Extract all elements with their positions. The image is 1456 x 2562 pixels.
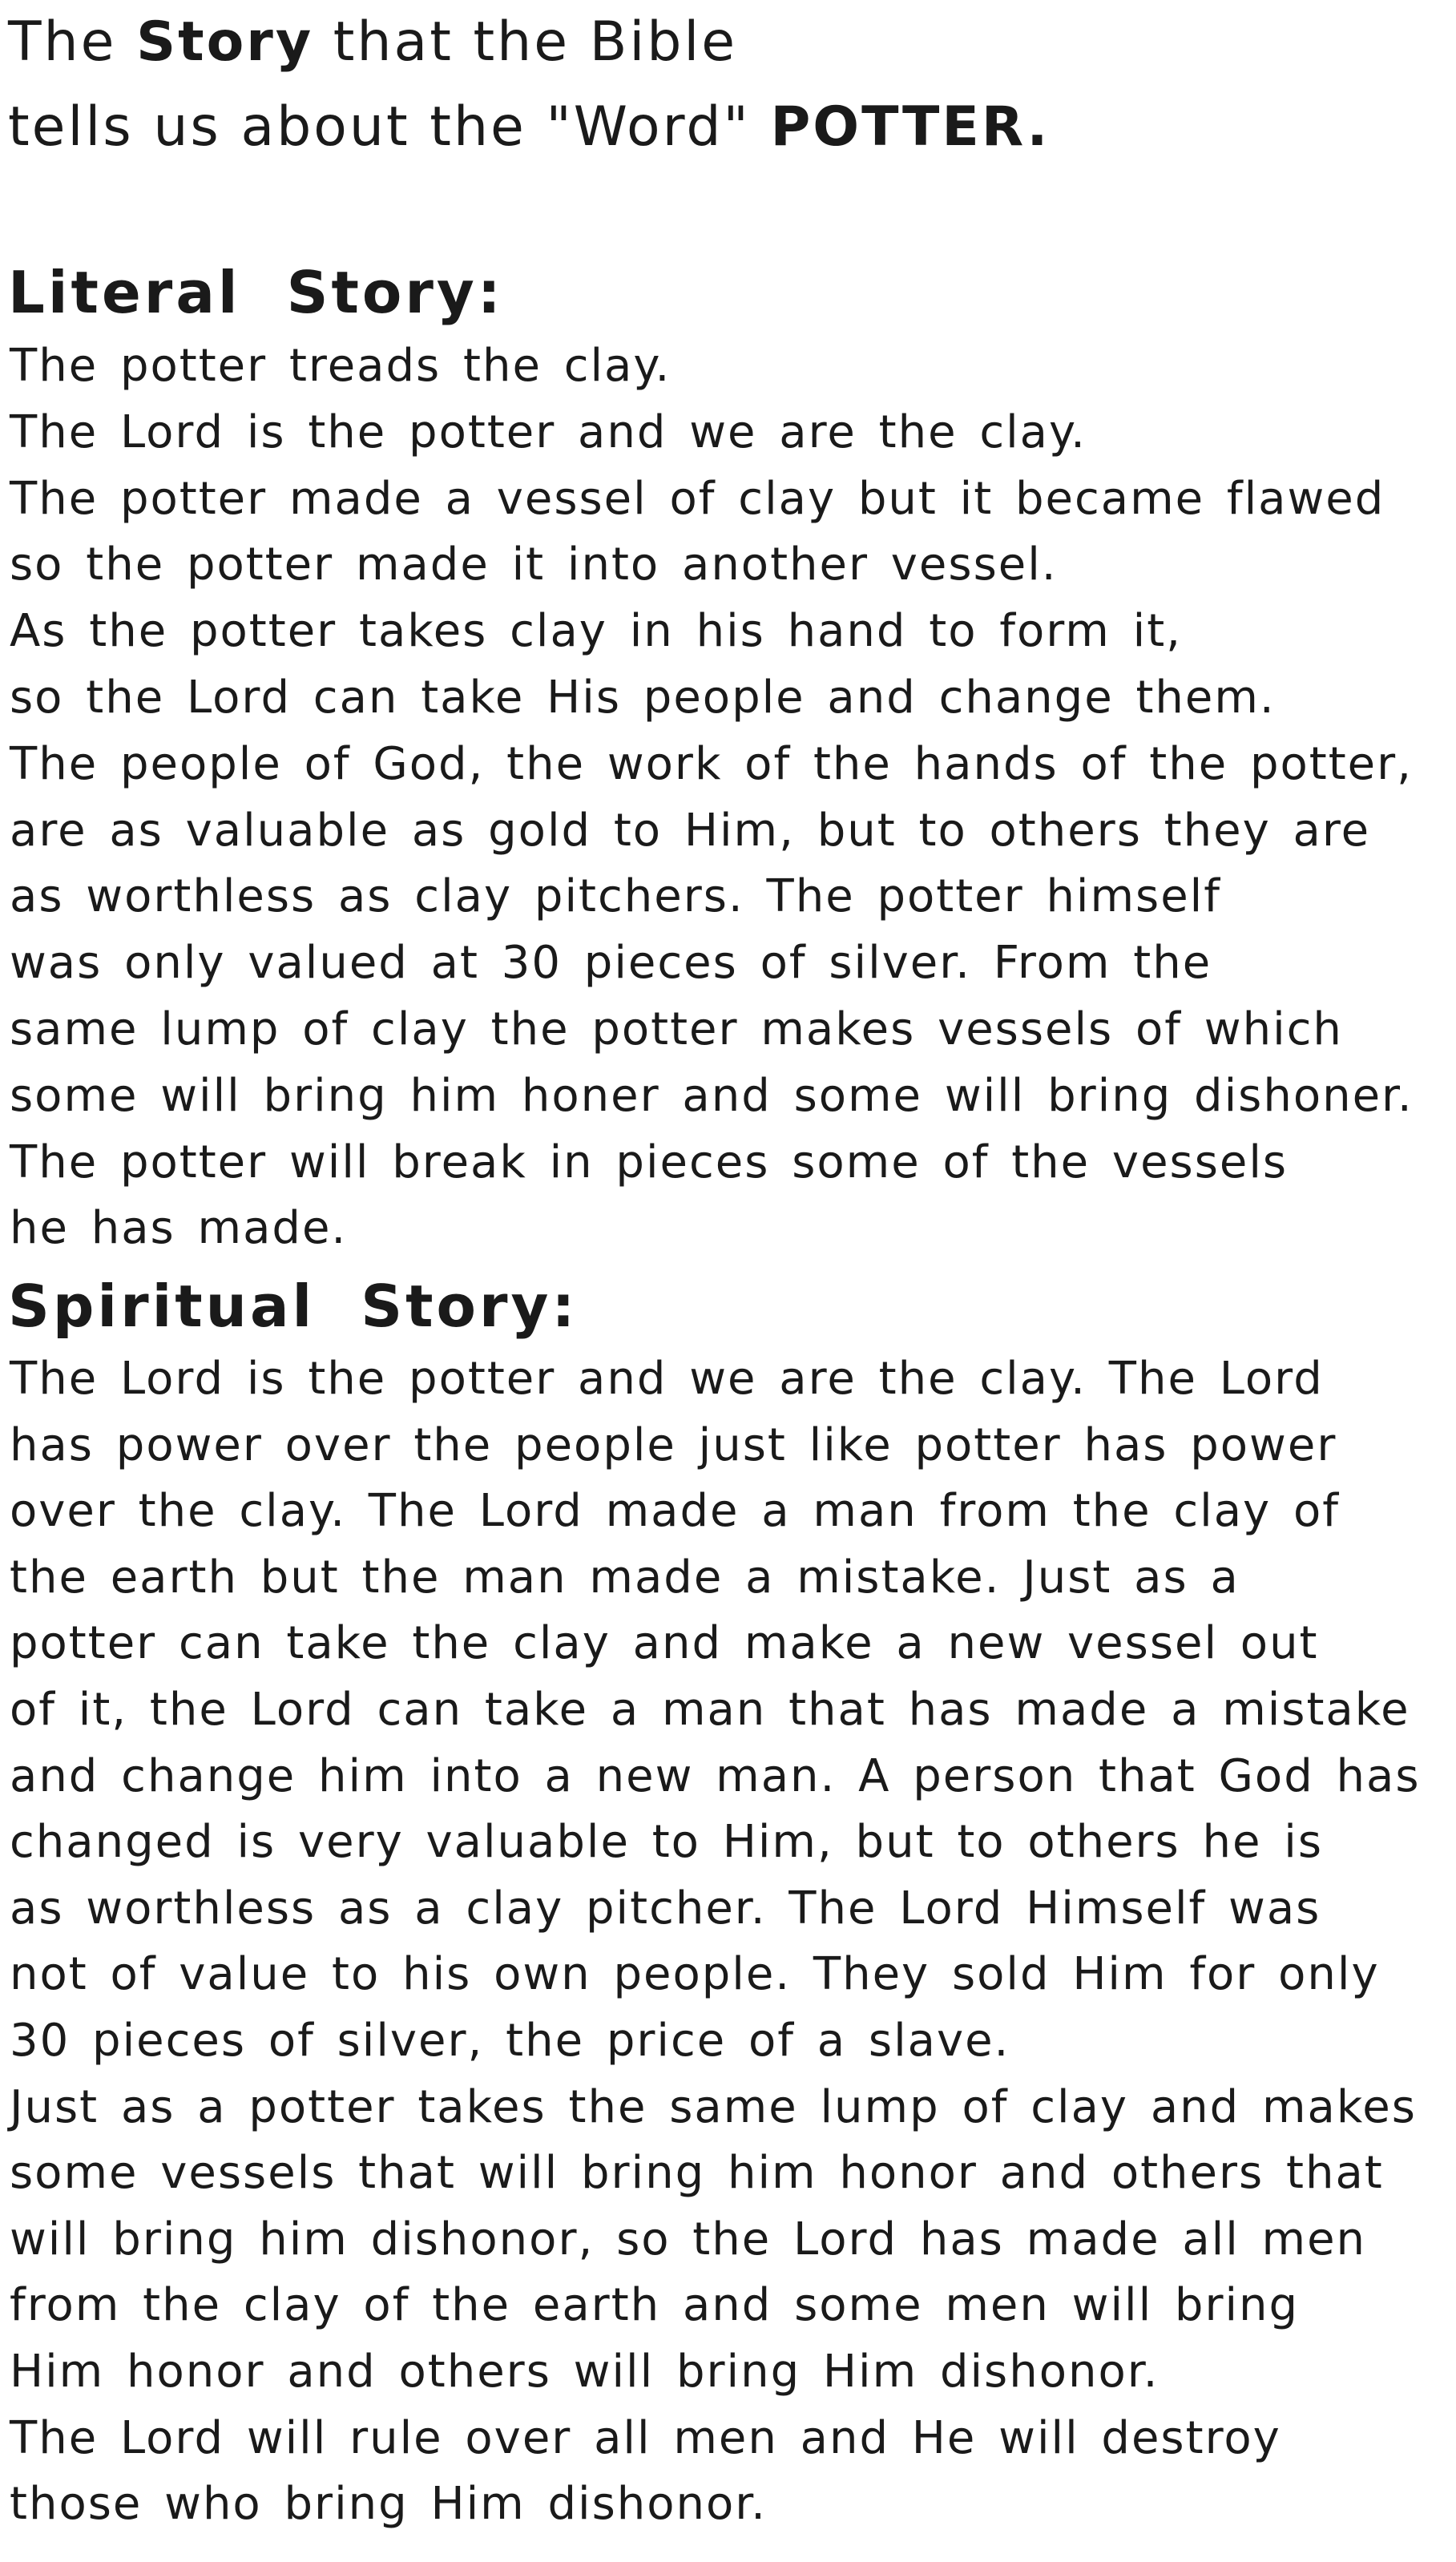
spiritual-story-line: those who bring Him dishonor. xyxy=(10,2478,767,2531)
title-emphasis-potter: POTTER. xyxy=(770,95,1051,159)
literal-story-line: so the potter made it into another vessel. xyxy=(10,539,1058,591)
literal-story-line: he has made. xyxy=(10,1202,348,1255)
literal-story-text xyxy=(10,333,1444,1262)
literal-story-line: was only valued at 30 pieces of silver. From the xyxy=(10,937,1212,990)
spiritual-story-line: changed is very valuable to Him, but to others he is xyxy=(10,1816,1324,1869)
page-title xyxy=(8,0,1442,170)
literal-story-line: are as valuable as gold to Him, but to others they are xyxy=(10,804,1371,857)
spiritual-story-line: 30 pieces of silver, the price of a slave. xyxy=(10,2014,1010,2067)
spiritual-story-line: the earth but the man made a mistake. Just as a xyxy=(10,1551,1240,1604)
spiritual-story-line: not of value to his own people. They sold Him for only xyxy=(10,1948,1380,2001)
literal-story-line: The people of God, the work of the hands of the potter, xyxy=(10,737,1413,790)
spiritual-story-line: some vessels that will bring him honor and others that xyxy=(10,2147,1384,2200)
spiritual-story-line: and change him into a new man. A person that God has xyxy=(10,1749,1421,1802)
spiritual-story-line: over the clay. The Lord made a man from the clay of xyxy=(10,1485,1340,1538)
title-line-2: tells us about the "Word" POTTER. xyxy=(8,95,1051,159)
spiritual-story-line: has power over the people just like potter has power xyxy=(10,1418,1337,1471)
spiritual-story-line: from the clay of the earth and some men will bring xyxy=(10,2279,1300,2332)
spiritual-story-line: The Lord is the potter and we are the clay. The Lord xyxy=(10,1353,1324,1405)
title-emphasis-story: Story xyxy=(136,10,314,74)
literal-story-line: so the Lord can take His people and change them. xyxy=(10,671,1276,724)
spiritual-story-line: Him honor and others will bring Him dishonor. xyxy=(10,2345,1160,2398)
title-line-1: The Story that the Bible xyxy=(8,10,738,74)
spiritual-story-line: of it, the Lord can take a man that has made a mistake xyxy=(10,1683,1410,1736)
literal-story-line: The Lord is the potter and we are the clay. xyxy=(10,405,1087,458)
literal-story-line: same lump of clay the potter makes vessels of which xyxy=(10,1003,1343,1055)
spiritual-story-heading: Spiritual Story: xyxy=(8,1273,579,1340)
literal-story-line: as worthless as clay pitchers. The potter himself xyxy=(10,870,1221,923)
spiritual-story-line: potter can take the clay and make a new vessel out xyxy=(10,1617,1319,1670)
spiritual-story-line: as worthless as a clay pitcher. The Lord Himself was xyxy=(10,1882,1321,1935)
literal-story-line: The potter will break in pieces some of the vessels xyxy=(10,1136,1289,1188)
spiritual-story-line: The Lord will rule over all men and He will destroy xyxy=(10,2411,1281,2464)
literal-story-line: The potter treads the clay. xyxy=(10,340,672,392)
spiritual-story-text xyxy=(10,1346,1444,2538)
spiritual-story-line: Just as a potter takes the same lump of clay and makes xyxy=(10,2080,1417,2133)
literal-story-heading: Literal Story: xyxy=(8,259,504,326)
literal-story-line: The potter made a vessel of clay but it became flawed xyxy=(10,472,1385,525)
literal-story-line: As the potter takes clay in his hand to form it, xyxy=(10,605,1182,658)
literal-story-line: some will bring him honer and some will bring dishoner. xyxy=(10,1069,1414,1122)
spiritual-story-line: will bring him dishonor, so the Lord has made all men xyxy=(10,2213,1367,2265)
